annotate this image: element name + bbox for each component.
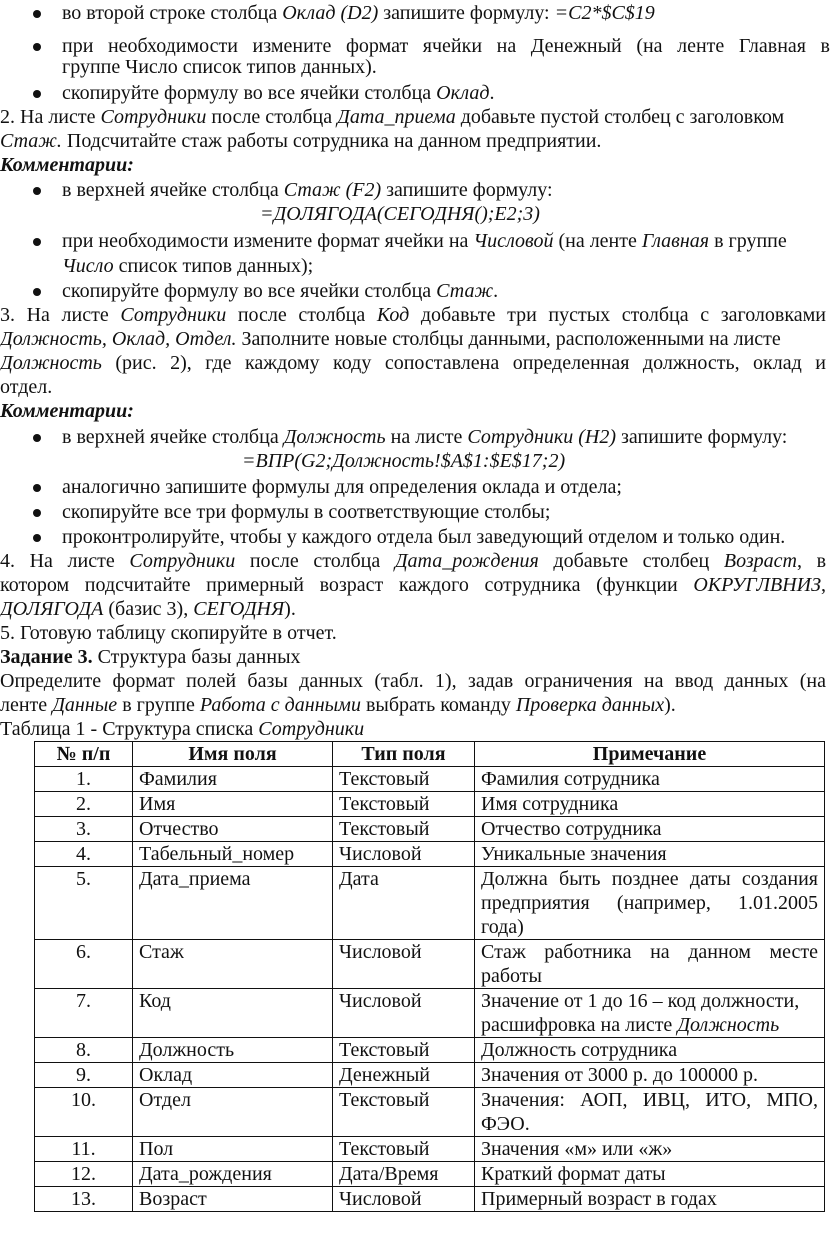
- cell-field-type: Текстовый: [333, 1038, 475, 1063]
- cell-note: [475, 1088, 825, 1137]
- text-italic: Стаж.: [0, 130, 62, 152]
- table-row: [35, 1187, 825, 1212]
- text-line: [62, 254, 313, 279]
- text: во второй строке столбца: [62, 2, 283, 24]
- text: в группе: [117, 694, 200, 716]
- text: .: [493, 280, 499, 302]
- paragraph-5: 5. Готовую таблицу скопируйте в отчет.: [0, 622, 337, 644]
- cell-number: 3.: [35, 817, 133, 842]
- table-row: [35, 867, 825, 940]
- cell-field-name: Отдел: [133, 1088, 333, 1137]
- formula-line: [242, 449, 565, 474]
- formula-line: [260, 202, 540, 227]
- note-line: Значение от 1 до 16 – код должности,: [481, 990, 800, 1012]
- text: Структура базы данных: [92, 646, 301, 668]
- table-row: [35, 940, 825, 989]
- note-line: Стаж работника на данном месте: [481, 941, 818, 963]
- cell-number: 9.: [35, 1063, 133, 1088]
- cell-number: 10.: [35, 1088, 133, 1137]
- bullet-item: [62, 229, 787, 254]
- cell-note: Отчество сотрудника: [475, 817, 825, 842]
- cell-field-name: Дата_рождения: [133, 1162, 333, 1187]
- text: запишите формулу:: [378, 2, 555, 24]
- cell-field-name: Имя: [133, 792, 333, 817]
- text: после столбца: [235, 550, 395, 572]
- cell-note: Фамилия сотрудника: [475, 767, 825, 792]
- header-cell: Тип поля: [333, 742, 475, 767]
- cell-field-type: Числовой: [333, 842, 475, 867]
- text: скопируйте формулу во все ячейки столбца: [62, 280, 437, 302]
- table-row: [35, 817, 825, 842]
- formula-text: =C2*$C$19: [554, 2, 655, 24]
- note-line: Значения: АОП, ИВЦ, ИТО, МПО,: [481, 1089, 818, 1111]
- text: скопируйте формулу во все ячейки столбца: [62, 82, 437, 104]
- cell-number: 4.: [35, 842, 133, 867]
- text: 3. На листе: [0, 304, 121, 326]
- cell-note: Краткий формат даты: [475, 1162, 825, 1187]
- text-italic: Число: [62, 255, 114, 277]
- bullet-item: [62, 178, 553, 203]
- cell-field-type: Текстовый: [333, 1137, 475, 1162]
- text-italic: Дата_рождения: [394, 550, 539, 572]
- text: (базис 3),: [103, 598, 194, 620]
- text-italic: Сотрудники: [100, 106, 207, 128]
- text-italic: СЕГОДНЯ: [193, 598, 285, 620]
- formula-text: =ДОЛЯГОДА(СЕГОДНЯ();E2;3): [260, 203, 540, 225]
- paragraph-4-line-2: [0, 573, 826, 598]
- cell-field-name: Код: [133, 989, 333, 1038]
- cell-note: [475, 867, 825, 940]
- table-row: [35, 1088, 825, 1137]
- cell-field-type: Текстовый: [333, 767, 475, 792]
- header-cell: Примечание: [475, 742, 825, 767]
- text-italic: Оклад (D2): [282, 2, 379, 24]
- paragraph-4-line-1: [0, 549, 826, 574]
- paragraph-2-line-1: [0, 105, 784, 130]
- bullet-item: проконтролируйте, чтобы у каждого отдела был заведующий отделом и только один.: [62, 526, 786, 548]
- text-italic: Дата_приема: [337, 106, 456, 128]
- cell-number: 8.: [35, 1038, 133, 1063]
- formula-text: =ВПР(G2;Должность!$A$1:$E$17;2): [242, 450, 566, 472]
- cell-field-name: Пол: [133, 1137, 333, 1162]
- cell-field-name: Отчество: [133, 817, 333, 842]
- text-italic: Сотрудники: [129, 550, 236, 572]
- text-italic: Главная: [641, 230, 710, 252]
- bullet-item: [62, 279, 498, 304]
- table-header-row: [35, 742, 825, 767]
- structure-table: [34, 741, 825, 1212]
- comments-heading: [0, 399, 134, 424]
- cell-number: 1.: [35, 767, 133, 792]
- cell-field-type: Текстовый: [333, 792, 475, 817]
- table-row: [35, 1162, 825, 1187]
- bullet-item: аналогично запишите формулы для определения оклада и отдела;: [62, 476, 622, 498]
- text: список типов данных);: [113, 255, 314, 277]
- text: Заполните новые столбцы данными, расположенными на листе: [236, 328, 781, 350]
- cell-field-type: Текстовый: [333, 817, 475, 842]
- text-italic: Стаж (F2): [283, 179, 382, 201]
- text: в верхней ячейке столбца: [62, 179, 284, 201]
- text: ).: [284, 598, 296, 620]
- cell-note: Примерный возраст в годах: [475, 1187, 825, 1212]
- cell-note: [475, 989, 825, 1038]
- text: на листе: [385, 426, 468, 448]
- text: 4. На листе: [0, 550, 130, 572]
- text: в верхней ячейке столбца: [62, 426, 284, 448]
- cell-field-name: Возраст: [133, 1187, 333, 1212]
- text-italic: Стаж: [436, 280, 494, 302]
- text: ,: [821, 574, 826, 596]
- text: Таблица 1 - Структура списка: [0, 718, 259, 740]
- text: .: [489, 82, 495, 104]
- text: расшифровка на листе: [481, 1014, 678, 1036]
- text: (рис. 2), где каждому коду сопоставлена определенная должность, оклад и: [101, 352, 826, 374]
- text: Определите формат полей базы данных (табл. 1), задав ограничения на ввод данных (на: [0, 670, 826, 692]
- table-row: [35, 1137, 825, 1162]
- text: ).: [664, 694, 676, 716]
- text: Комментарии:: [0, 400, 134, 422]
- text-bold: Задание 3.: [0, 646, 93, 668]
- table-row: [35, 989, 825, 1038]
- text-italic: ОКРУГЛВНИЗ: [693, 574, 821, 596]
- cell-note: [475, 940, 825, 989]
- cell-number: 5.: [35, 867, 133, 940]
- text: выбрать команду: [360, 694, 516, 716]
- text-italic: ДОЛЯГОДА: [0, 598, 104, 620]
- text: Комментарии:: [0, 154, 134, 176]
- table-caption: [0, 717, 364, 742]
- cell-number: 13.: [35, 1187, 133, 1212]
- text-italic: Числовой: [473, 230, 554, 252]
- text: Подсчитайте стаж работы сотрудника на данном предприятии.: [61, 130, 602, 152]
- text: запишите формулу:: [381, 179, 553, 201]
- cell-note: Имя сотрудника: [475, 792, 825, 817]
- cell-field-type: Текстовый: [333, 1088, 475, 1137]
- header-cell: № п/п: [35, 742, 133, 767]
- text-italic: Должность: [0, 352, 102, 374]
- cell-number: 7.: [35, 989, 133, 1038]
- cell-field-type: Денежный: [333, 1063, 475, 1088]
- cell-number: 2.: [35, 792, 133, 817]
- table-row: [35, 1038, 825, 1063]
- cell-field-name: Стаж: [133, 940, 333, 989]
- bullet-item: [62, 1, 655, 26]
- bullet-item: скопируйте все три формулы в соответствующие столбы;: [62, 501, 551, 523]
- text: в группе: [709, 230, 787, 252]
- text: добавьте пустой столбец с заголовком: [455, 106, 785, 128]
- paragraph-3-line-3: [0, 351, 826, 376]
- comments-heading: [0, 153, 134, 178]
- text: запишите формулу:: [616, 426, 788, 448]
- cell-field-type: Числовой: [333, 1187, 475, 1212]
- paragraph-3-line-1: [0, 303, 826, 328]
- cell-number: 6.: [35, 940, 133, 989]
- text-italic: Сотрудники: [258, 718, 365, 740]
- cell-note: Уникальные значения: [475, 842, 825, 867]
- paragraph-2-line-2: [0, 129, 601, 154]
- cell-field-type: Числовой: [333, 989, 475, 1038]
- cell-field-name: Оклад: [133, 1063, 333, 1088]
- table-row: [35, 842, 825, 867]
- cell-note: Значения «м» или «ж»: [475, 1137, 825, 1162]
- text-italic: Должность: [283, 426, 386, 448]
- text: котором подсчитайте примерный возраст каждого сотрудника (функции: [0, 574, 694, 596]
- cell-note: Значения от 3000 р. до 100000 р.: [475, 1063, 825, 1088]
- cell-field-name: Фамилия: [133, 767, 333, 792]
- bullet-item: [62, 81, 494, 106]
- paragraph-3-line-2: [0, 327, 781, 352]
- text-italic: Должность, Оклад, Отдел.: [0, 328, 237, 350]
- note-line: предприятия (например, 1.01.2005: [481, 892, 818, 914]
- table-row: [35, 792, 825, 817]
- cell-field-type: Дата: [333, 867, 475, 940]
- note-line: ФЭО.: [481, 1113, 530, 1135]
- text: ленте: [0, 694, 53, 716]
- note-line: года): [481, 916, 524, 938]
- task-3-heading: [0, 645, 301, 670]
- note-line: [481, 1013, 818, 1037]
- cell-field-type: Числовой: [333, 940, 475, 989]
- cell-field-name: Дата_приема: [133, 867, 333, 940]
- text-italic: Данные: [52, 694, 118, 716]
- text: при необходимости измените формат ячейки на: [62, 230, 474, 252]
- table-row: [35, 1063, 825, 1088]
- text-italic: Проверка данных: [515, 694, 665, 716]
- note-line: Должна быть позднее даты создания: [481, 868, 818, 890]
- paragraph-6-line-1: [0, 669, 826, 694]
- text-italic: Работа с данными: [199, 694, 361, 716]
- text-italic: Код: [376, 304, 410, 326]
- text-italic: Сотрудники (H2): [467, 426, 617, 448]
- cell-field-name: Должность: [133, 1038, 333, 1063]
- table-row: [35, 767, 825, 792]
- text-italic: Возраст: [723, 550, 797, 572]
- text: после столбца: [226, 304, 377, 326]
- cell-number: 11.: [35, 1137, 133, 1162]
- header-cell: Имя поля: [133, 742, 333, 767]
- paragraph-4-line-3: [0, 597, 296, 622]
- paragraph-6-line-2: [0, 693, 676, 718]
- text: при необходимости измените формат ячейки на Денежный (на ленте Главная в: [62, 35, 830, 57]
- text: (на ленте: [553, 230, 642, 252]
- text: добавьте три пустых столбца с заголовками: [409, 304, 827, 326]
- text-italic: Сотрудники: [120, 304, 227, 326]
- text: после столбца: [206, 106, 338, 128]
- bullet-item: [62, 425, 787, 450]
- text: 2. На листе: [0, 106, 101, 128]
- paragraph-3-line-4: отдел.: [0, 376, 53, 398]
- cell-note: Должность сотрудника: [475, 1038, 825, 1063]
- cell-field-name: Табельный_номер: [133, 842, 333, 867]
- cell-number: 12.: [35, 1162, 133, 1187]
- note-line: работы: [481, 965, 542, 987]
- text: добавьте столбец: [538, 550, 724, 572]
- text-italic: Оклад: [436, 82, 490, 104]
- text-italic: Должность: [677, 1014, 780, 1036]
- text: , в: [796, 550, 827, 572]
- cell-field-type: Дата/Время: [333, 1162, 475, 1187]
- text-line: группе Число список типов данных).: [62, 56, 377, 78]
